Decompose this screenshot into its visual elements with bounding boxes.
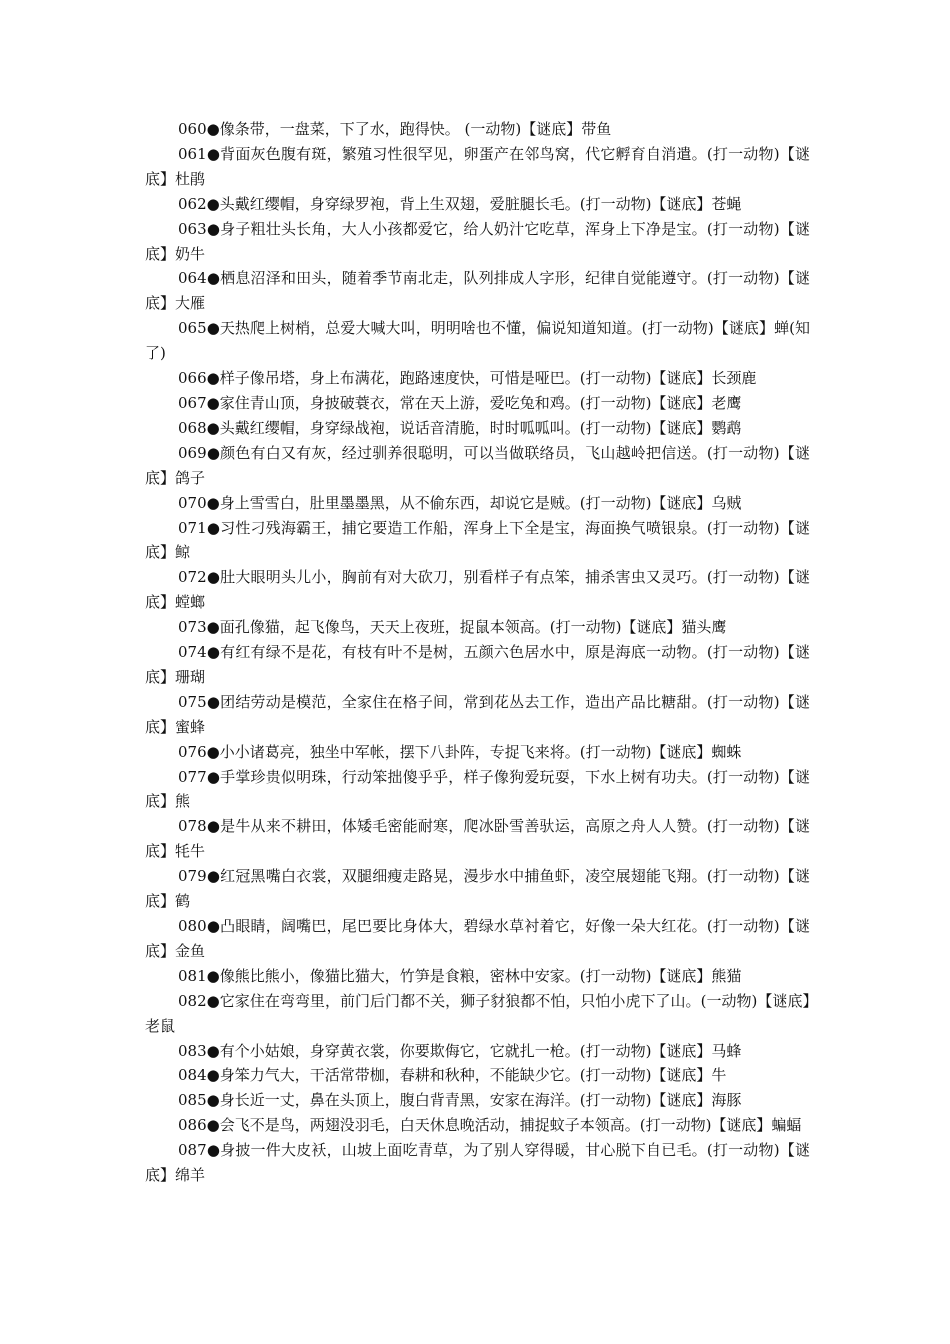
riddle-061: 061●背面灰色腹有斑，繁殖习性很罕见，卵蛋产在邻鸟窝，代它孵育自消遣。(打一动物)【谜底】杜鹃: [145, 144, 810, 188]
riddle-082: 082●它家住在弯弯里，前门后门都不关，狮子豺狼都不怕，只怕小虎下了山。(一动物)【谜底】老鼠: [145, 991, 810, 1035]
riddle-070: 070●身上雪雪白，肚里墨墨黑，从不偷东西，却说它是贼。(打一动物)【谜底】乌贼: [178, 493, 742, 512]
riddle-069: 069●颜色有白又有灰，经过驯养很聪明，可以当做联络员，飞山越岭把信送。(打一动物)【谜底】鸽子: [145, 443, 810, 487]
riddle-083: 083●有个小姑娘，身穿黄衣裳，你要欺侮它，它就扎一枪。(打一动物)【谜底】马蜂: [178, 1041, 742, 1060]
riddle-075: 075●团结劳动是模范，全家住在格子间，常到花丛去工作，造出产品比糖甜。(打一动物)【谜底】蜜蜂: [145, 692, 810, 736]
riddle-064: 064●栖息沼泽和田头，随着季节南北走，队列排成人字形，纪律自觉能遵守。(打一动物)【谜底】大雁: [145, 269, 810, 313]
riddle-079: 079●红冠黑嘴白衣裳，双腿细瘦走路晃，漫步水中捕鱼虾，凌空展翅能飞翔。(打一动物)【谜底】鹤: [145, 867, 810, 911]
riddle-076: 076●小小诸葛亮，独坐中军帐，摆下八卦阵，专捉飞来将。(打一动物)【谜底】蜘蛛: [178, 742, 742, 761]
riddle-065: 065●天热爬上树梢，总爱大喊大叫，明明啥也不懂，偏说知道知道。(打一动物)【谜底】蝉(知了): [145, 319, 810, 363]
riddle-060: 060●像条带，一盘菜，下了水，跑得快。 (一动物)【谜底】带鱼: [178, 120, 612, 138]
riddle-066: 066●样子像吊塔，身上布满花，跑路速度快，可惜是哑巴。(打一动物)【谜底】长颈鹿: [178, 369, 757, 388]
riddle-list: [145, 117, 810, 1188]
riddle-071: 071●习性刁残海霸王，捕它要造工作船，浑身上下全是宝，海面换气喷银泉。(打一动物)【谜底】鲸: [145, 518, 810, 562]
riddle-067: 067●家住青山顶，身披破蓑衣，常在天上游，爱吃兔和鸡。(打一动物)【谜底】老鹰: [178, 393, 742, 412]
riddle-077: 077●手掌珍贵似明珠，行动笨拙傻乎乎，样子像狗爱玩耍，下水上树有功夫。(打一动物)【谜底】熊: [145, 767, 810, 811]
riddle-087: 087●身披一件大皮袄，山坡上面吃青草，为了别人穿得暖，甘心脱下自已毛。(打一动物)【谜底】绵羊: [145, 1141, 810, 1185]
riddle-068: 068●头戴红缨帽，身穿绿战袍，说话音清脆，时时呱呱叫。(打一动物)【谜底】鹦鹉: [178, 418, 742, 437]
riddle-081: 081●像熊比熊小，像猫比猫大，竹笋是食粮，密林中安家。(打一动物)【谜底】熊猫: [178, 966, 742, 985]
riddle-073: 073●面孔像猫，起飞像鸟，天天上夜班，捉鼠本领高。(打一动物)【谜底】猫头鹰: [178, 618, 727, 637]
riddle-072: 072●肚大眼明头儿小，胸前有对大砍刀，别看样子有点笨，捕杀害虫又灵巧。(打一动物)【谜底】螳螂: [145, 568, 810, 612]
riddle-062: 062●头戴红缨帽，身穿绿罗袍，背上生双翅，爱脏腿长毛。(打一动物)【谜底】苍蝇: [178, 194, 742, 213]
riddle-084: 084●身笨力气大，干活常带枷，春耕和秋种，不能缺少它。(打一动物)【谜底】牛: [178, 1066, 727, 1085]
riddle-078: 078●是牛从来不耕田，体矮毛密能耐寒，爬冰卧雪善驮运，高原之舟人人赞。(打一动物)【谜底】牦牛: [145, 817, 810, 861]
riddle-085: 085●身长近一丈，鼻在头顶上，腹白背青黑，安家在海洋。(打一动物)【谜底】海豚: [178, 1091, 742, 1110]
riddle-063: 063●身子粗壮头长角，大人小孩都爱它，给人奶汁它吃草，浑身上下净是宝。(打一动物)【谜底】奶牛: [145, 219, 810, 263]
riddle-086: 086●会飞不是鸟，两翅没羽毛，白天休息晚活动，捕捉蚊子本领高。(打一动物)【谜底】蝙蝠: [178, 1116, 802, 1135]
riddle-080: 080●凸眼睛，阔嘴巴，尾巴要比身体大，碧绿水草衬着它，好像一朵大红花。(打一动物)【谜底】金鱼: [145, 917, 810, 960]
riddle-074: 074●有红有绿不是花，有枝有叶不是树，五颜六色居水中，原是海底一动物。(打一动物)【谜底】珊瑚: [145, 643, 810, 686]
